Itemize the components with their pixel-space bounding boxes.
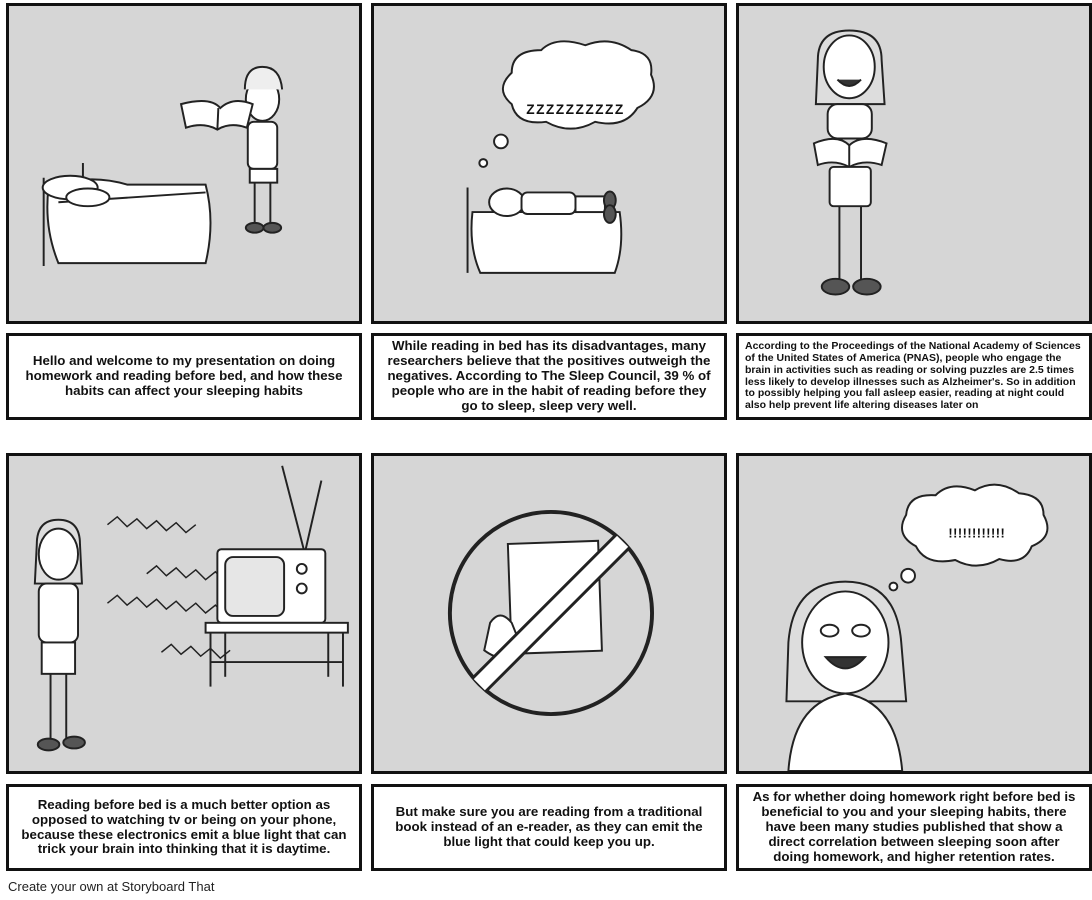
- panel-2-caption: While reading in bed has its disadvantages, many researchers believe that the positives outweigh the negatives. According to The Sleep Council, 39 % of people who are in the habit of reading before they go to sleep, sleep very well.: [371, 333, 727, 420]
- panel-1-scene: [6, 3, 362, 324]
- excited-girl-illustration: [739, 456, 1089, 771]
- panel-5-caption: But make sure you are reading from a traditional book instead of an e-reader, as they can emit the blue light that could keep you up.: [371, 784, 727, 871]
- panel-6-scene: [736, 453, 1092, 774]
- panel-4-scene: [6, 453, 362, 774]
- footer-link[interactable]: Create your own at Storyboard That: [8, 879, 215, 894]
- exclamation-bubble-text: !!!!!!!!!!!!: [948, 525, 1006, 541]
- bed-and-girl-with-book-illustration: [9, 6, 359, 321]
- thought-bubble-text: ZZZZZZZZZZ: [526, 101, 625, 117]
- no-e-reader-illustration: [374, 456, 724, 771]
- panel-2-scene: [371, 3, 727, 324]
- panel-6-caption: As for whether doing homework right before bed is beneficial to you and your sleeping habits, there have been many studies published that show a direct correlation between sleeping soon after doing homework, and higher retention rates.: [736, 784, 1092, 871]
- smiling-girl-with-book-illustration: [739, 6, 1089, 321]
- sleeping-girl-illustration: [374, 6, 724, 321]
- panel-5-scene: [371, 453, 727, 774]
- girl-and-television-illustration: [9, 456, 359, 771]
- panel-4-caption: Reading before bed is a much better option as opposed to watching tv or being on your phone, because these electronics emit a blue light that can trick your brain into thinking that it is daytime.: [6, 784, 362, 871]
- panel-3-scene: [736, 3, 1092, 324]
- panel-1-caption: Hello and welcome to my presentation on doing homework and reading before bed, and how these habits can affect your sleeping habits: [6, 333, 362, 420]
- panel-3-caption: According to the Proceedings of the National Academy of Sciences of the United States of America (PNAS), people who engage the brain in activities such as reading or solving puzzles are 2.5 times less likely to develop illnesses such as Alzheimer's. So in addition to possibly helping you fall asleep easier, reading at night could also help prevent life altering diseases later on: [736, 333, 1092, 420]
